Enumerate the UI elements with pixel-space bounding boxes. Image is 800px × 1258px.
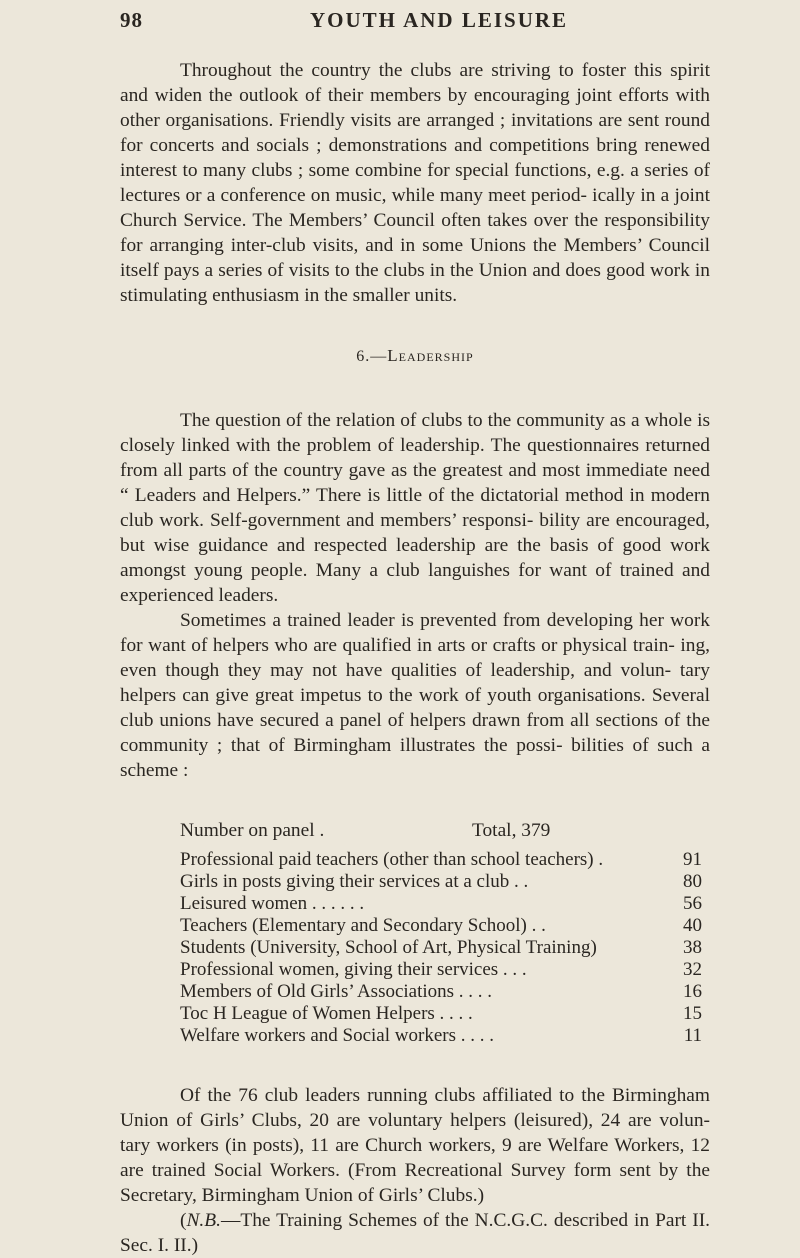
list-item-count: 91 xyxy=(683,849,702,870)
list-item xyxy=(120,937,710,959)
list-item-label: Teachers (Elementary and Secondary School) . . xyxy=(180,915,546,936)
list-item-label: Girls in posts giving their services at a club . . xyxy=(180,871,529,892)
panel-list xyxy=(120,849,710,1047)
paragraph-birmingham-leaders: Of the 76 club leaders running clubs affiliated to the Birmingham Union of Girls’ Clubs, 20 are voluntary helpers (leisured), 24 are volun- tary workers (in posts), 11 are Church workers, 9 are Welfare Workers, 12 are trained Social Workers. (From Recreational Survey form sent by the Secretary, Birmingham Union of Girls’ Clubs.) xyxy=(120,1085,710,1206)
list-item xyxy=(120,849,710,871)
list-item-count: 32 xyxy=(683,959,702,980)
panel-label: Number on panel . xyxy=(180,820,325,841)
list-item-count: 11 xyxy=(683,1025,702,1046)
panel-total: Total, 379 xyxy=(472,820,551,841)
page-number: 98 xyxy=(120,8,143,32)
list-item-label: Professional paid teachers (other than school teachers) . xyxy=(180,849,604,870)
paragraph-leadership-need: The question of the relation of clubs to the community as a whole is closely linked with the problem of leadership. The questionnaires returned from all parts of the country gave as the greatest and most immediate need “ Leaders and Helpers.” There is little of the dictatorial method in modern club work. Self-government and members’ responsi- bility are encouraged, but wise guidance and respected leadership are the basis of good work amongst young people. Many a club languishes for want of trained and experienced leaders. xyxy=(120,410,710,606)
page-content xyxy=(120,58,710,1258)
list-item-count: 16 xyxy=(683,981,702,1002)
nb-open-paren: ( xyxy=(180,1210,187,1231)
nb-label: N.B. xyxy=(186,1210,221,1231)
paragraph-club-cooperation: Throughout the country the clubs are striving to foster this spirit and widen the outlook of their members by encouraging joint efforts with other organisations. Friendly visits are arranged ; invitations are sent round for concerts and socials ; demonstrations and competitions bring renewed interest to many clubs ; some combine for special functions, e.g. a series of lectures or a conference on music, while many meet period- ically in a joint Church Service. The Members’ Council often takes over the responsibility for arranging inter-club visits, and in some Unions the Members’ Council itself pays a series of visits to the clubs in the Union and does good work in stimulating enthusiasm in the smaller units. xyxy=(120,60,710,306)
running-head xyxy=(120,8,708,38)
panel-header xyxy=(120,820,710,845)
list-item-label: Leisured women . . . . . . xyxy=(180,893,365,914)
list-item xyxy=(120,959,710,981)
list-item-label: Professional women, giving their services . . . xyxy=(180,959,527,980)
list-item-count: 40 xyxy=(683,915,702,936)
paragraph-nb-note xyxy=(120,1208,710,1258)
list-item-count: 80 xyxy=(683,871,702,892)
list-item xyxy=(120,871,710,893)
list-item xyxy=(120,1003,710,1025)
list-item-label: Toc H League of Women Helpers . . . . xyxy=(180,1003,473,1024)
list-item-label: Members of Old Girls’ Associations . . . . xyxy=(180,981,493,1002)
list-item-count: 38 xyxy=(683,937,702,958)
list-item-count: 15 xyxy=(683,1003,702,1024)
list-item xyxy=(120,981,710,1003)
section-heading xyxy=(120,346,710,366)
list-item xyxy=(120,893,710,915)
list-item xyxy=(120,915,710,937)
list-item-label: Students (University, School of Art, Physical Training) xyxy=(180,937,597,958)
paragraph-helpers-panel: Sometimes a trained leader is prevented from developing her work for want of helpers who are qualified in arts or crafts or physical train- ing, even though they may not have qualities of leadership, and volun- tary helpers can give great impetus to the work of youth organisations. Several club unions have secured a panel of helpers drawn from all sections of the community ; that of Birmingham illustrates the possi- bilities of such a scheme : xyxy=(120,610,710,781)
section-number: 6.— xyxy=(356,348,388,365)
list-item-count: 56 xyxy=(683,893,702,914)
nb-text: —The Training Schemes of the N.C.G.C. described in Part II. Sec. I. II.) xyxy=(120,1210,710,1256)
section-title: Leadership xyxy=(387,346,474,365)
list-item xyxy=(120,1025,710,1047)
running-title: YOUTH AND LEISURE xyxy=(310,8,569,32)
list-item-label: Welfare workers and Social workers . . . . xyxy=(180,1025,494,1046)
